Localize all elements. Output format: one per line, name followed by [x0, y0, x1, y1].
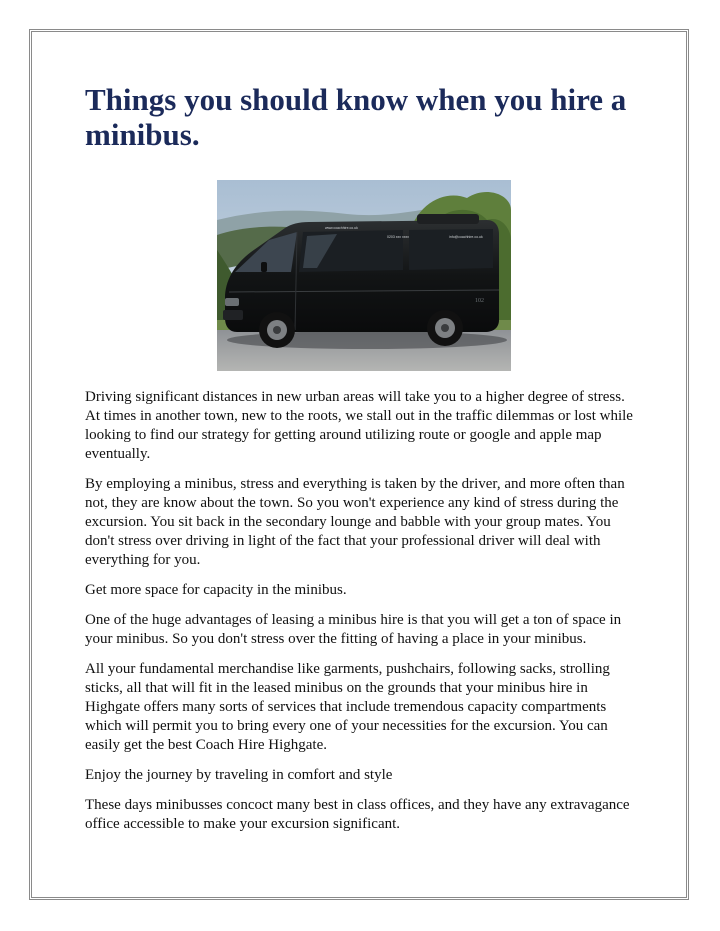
minibus-photo-icon — [217, 180, 511, 371]
van-rear-logo-text: 102 — [475, 298, 484, 304]
paragraph-7: These days minibusses concoct many best in class offices, and they have any extravagance office accessible to make your excursion significant. — [85, 797, 630, 832]
van-website-text: www.coachhire.co.uk — [325, 226, 358, 230]
document-content — [85, 82, 640, 845]
paragraph-4: One of the huge advantages of leasing a minibus hire is that you will get a ton of space in your minibus. So you don't stress over the fitting of having a place in your minibus. — [85, 612, 622, 647]
van-email-text: info@coachhire.co.uk — [449, 235, 483, 239]
van-phone-text: 0203 xxx xxxx — [387, 235, 409, 239]
paragraph-3: Get more space for capacity in the minibus. — [85, 582, 347, 598]
minibus-photo — [217, 180, 511, 371]
paragraph-6: Enjoy the journey by traveling in comfort and style — [85, 767, 393, 783]
paragraph-5: All your fundamental merchandise like garments, pushchairs, following sacks, strolling sticks, all that will fit in the leased minibus on the grounds that your minibus hire in Highgate offers many sorts of services that include tremendous capacity compartments which will permit you to bring every one of your necessities for the excursion. You can easily get the best Coach Hire Highgate. — [85, 661, 610, 753]
paragraph-1: Driving significant distances in new urban areas will take you to a higher degree of stress. At times in another town, new to the roots, we stall out in the traffic dilemmas or lost while looking to find our strategy for getting around utilizing route or google and apple map eventually. — [85, 389, 633, 462]
article-body — [85, 388, 640, 834]
document-title: Things you should know when you hire a minibus. — [85, 82, 627, 152]
paragraph-2: By employing a minibus, stress and everything is taken by the driver, and more often than not, they are know about the town. So you won't experience any kind of stress during the excursion. You sit back in the secondary lounge and babble with your group mates. You don't stress over driving in light of the fact that your professional driver will deal with everything for you. — [85, 476, 625, 568]
